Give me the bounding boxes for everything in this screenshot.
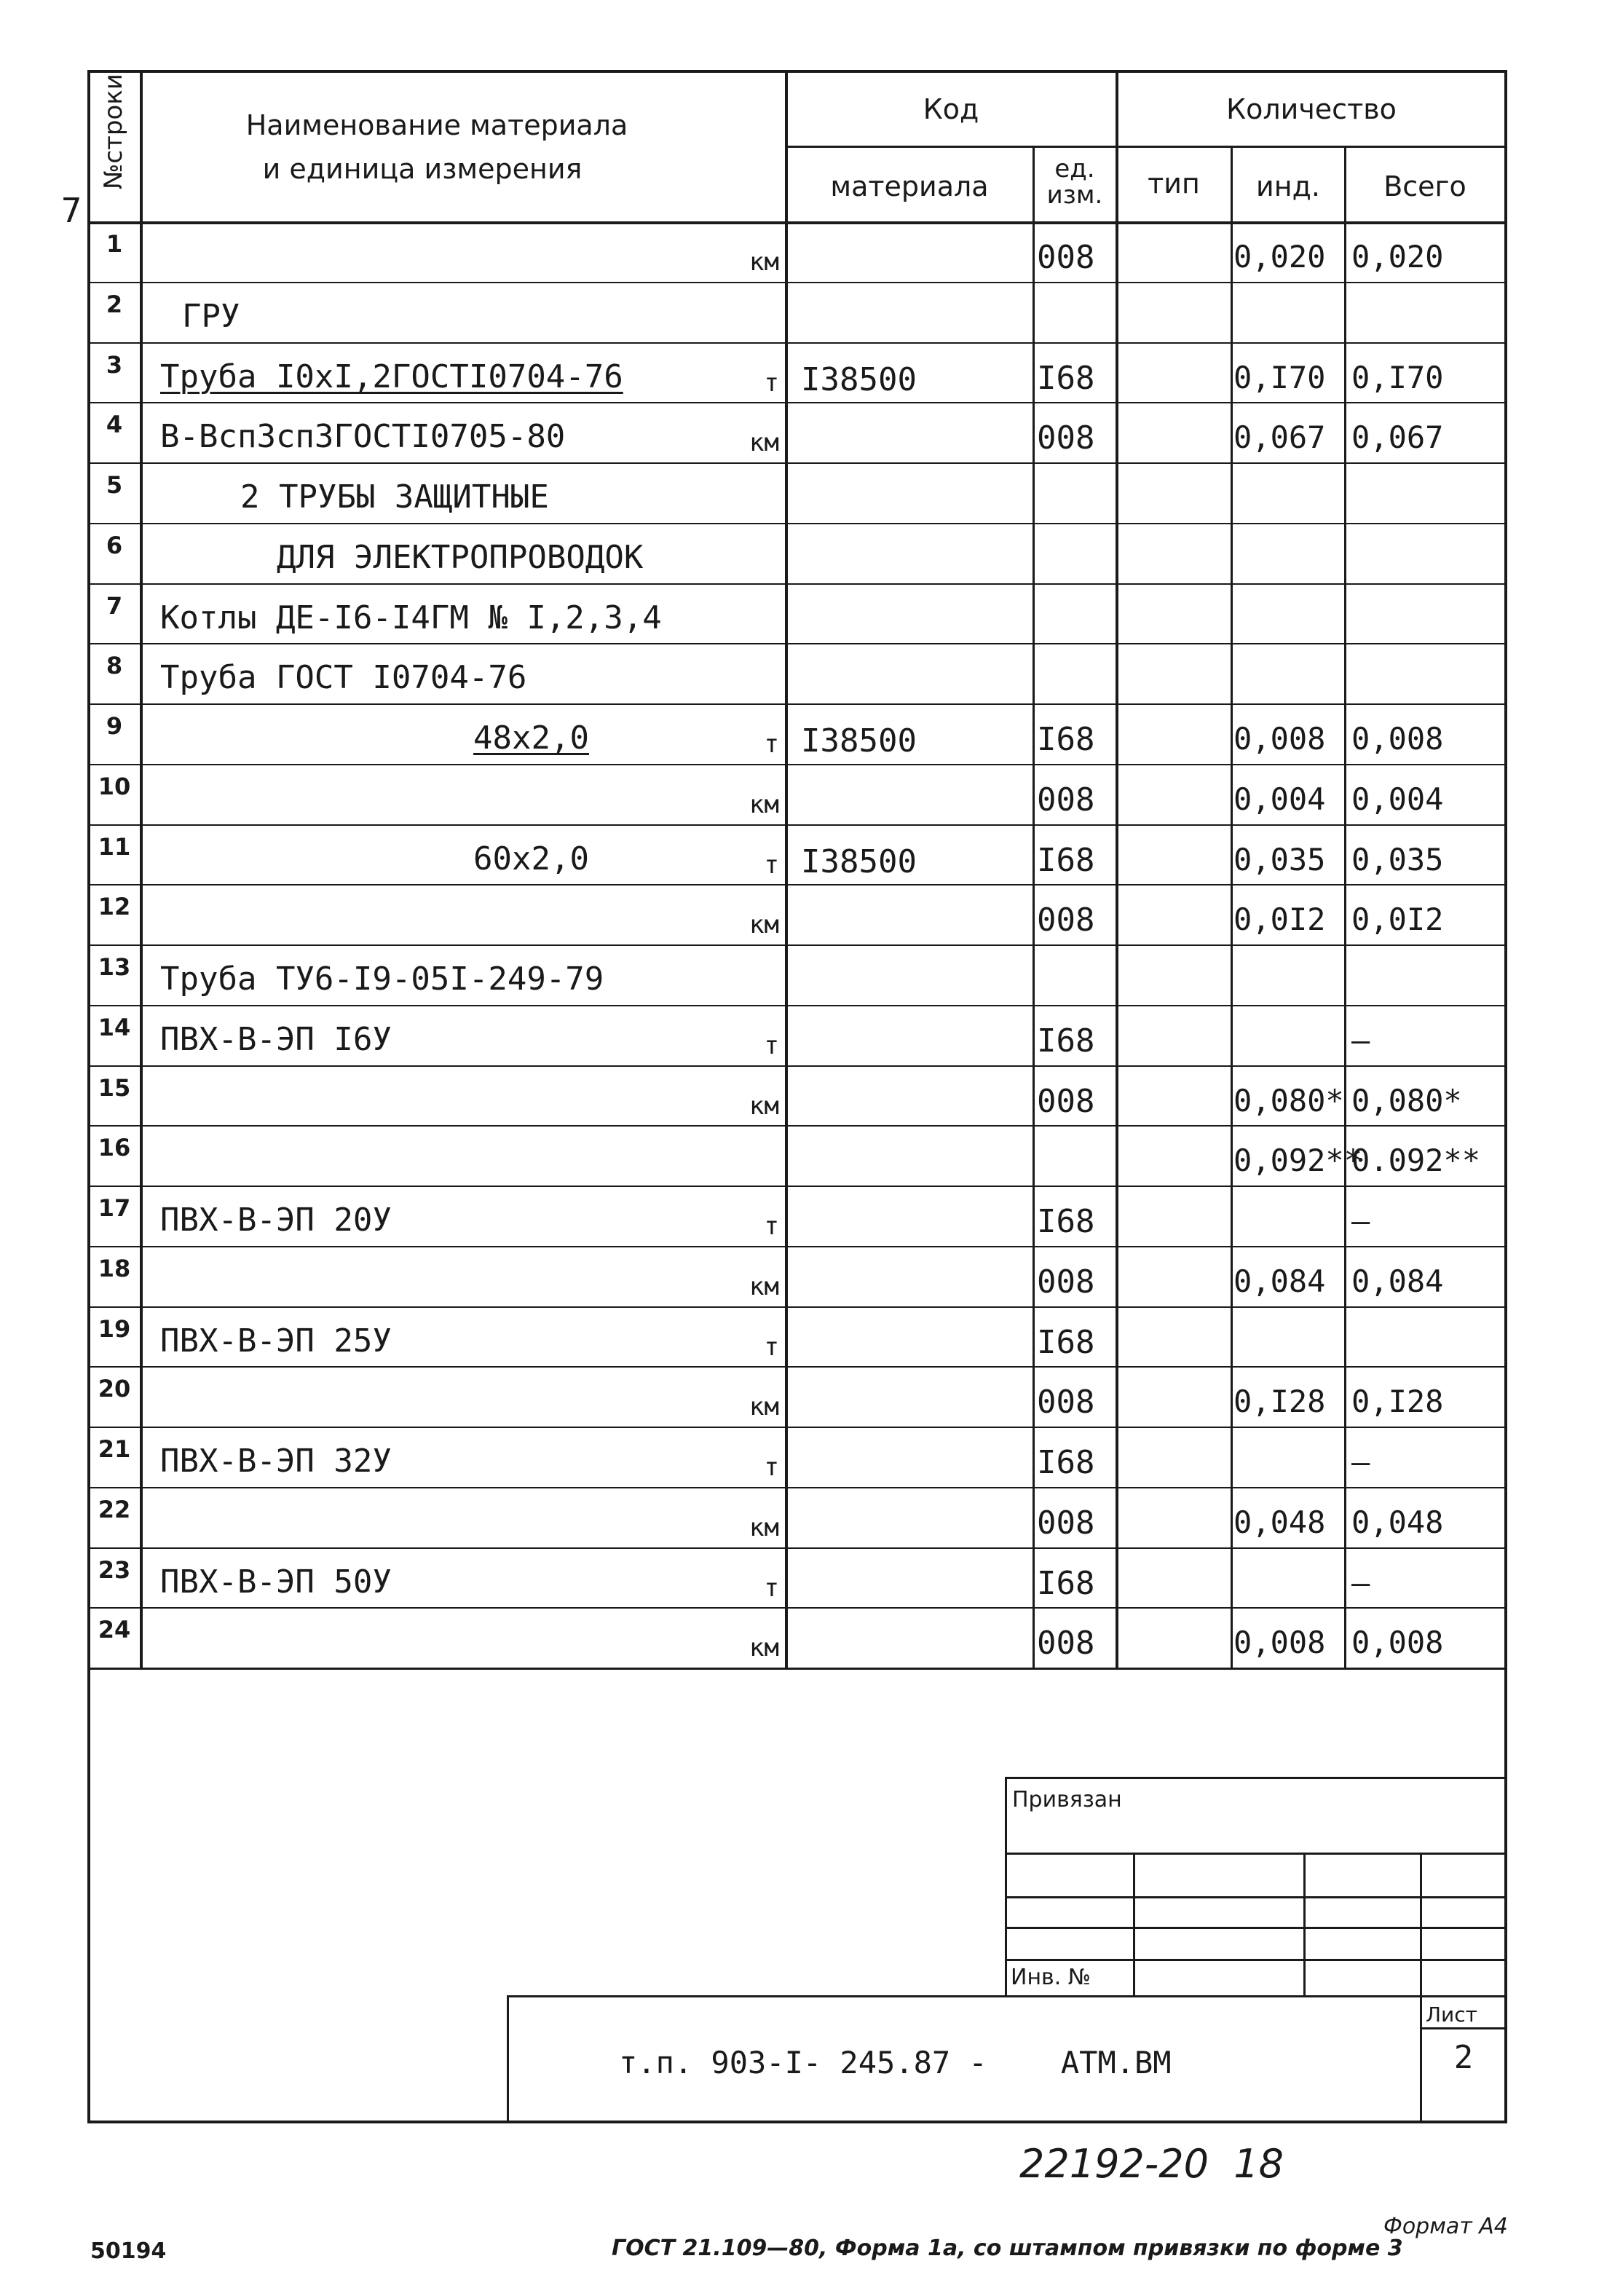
- row-name: 60х2,0: [473, 840, 589, 877]
- row-material-code: I38500: [801, 722, 917, 760]
- row-line: [87, 1547, 1507, 1549]
- row-line: [87, 583, 1507, 585]
- col-line-rowno: [140, 70, 143, 1669]
- row-line: [87, 884, 1507, 885]
- row-line: [87, 282, 1507, 283]
- col-line-name: [785, 70, 788, 1669]
- sheet-label: Лист: [1426, 2003, 1477, 2027]
- row-qty-ind: 0,008: [1233, 721, 1326, 757]
- stamp-box-left: [1005, 1777, 1007, 1995]
- row-unit: км: [749, 1392, 779, 1421]
- row-unit: км: [749, 910, 779, 939]
- row-number: 22: [98, 1496, 131, 1523]
- row-unit: т: [764, 1453, 779, 1482]
- row-number: 2: [106, 291, 123, 318]
- row-unit: т: [764, 368, 779, 398]
- row-line: [87, 1186, 1507, 1187]
- header-code: Код: [923, 93, 979, 125]
- header-code-material: материала: [830, 170, 989, 202]
- row-name: Котлы ДЕ-I6-I4ГМ № I,2,3,4: [160, 599, 662, 636]
- row-qty-ind: 0,020: [1233, 239, 1326, 275]
- row-number: 16: [98, 1134, 131, 1161]
- row-qty-total: –: [1351, 1203, 1370, 1239]
- row-unit-code: 008: [1037, 902, 1095, 939]
- row-qty-total: –: [1351, 1022, 1370, 1058]
- title-block-top: [507, 1995, 1506, 1997]
- row-line: [87, 1246, 1507, 1247]
- row-material-code: I38500: [801, 843, 917, 880]
- stamp-box-top: [1005, 1777, 1506, 1779]
- row-qty-ind: 0,008: [1233, 1625, 1326, 1660]
- row-line: [87, 764, 1507, 765]
- row-number: 4: [106, 411, 123, 438]
- row-line: [87, 342, 1507, 344]
- row-unit-code: 008: [1037, 1504, 1095, 1542]
- row-unit: км: [749, 1092, 779, 1121]
- row-line: [87, 402, 1507, 403]
- margin-mark: 7: [60, 191, 82, 230]
- row-name: ПВХ-В-ЭП 25У: [160, 1322, 392, 1360]
- row-name: ПВХ-В-ЭП 20У: [160, 1202, 392, 1239]
- table-bottom-line: [87, 1668, 1507, 1670]
- row-qty-total: 0,0I2: [1351, 902, 1444, 937]
- row-name: ПВХ-В-ЭП 32У: [160, 1443, 392, 1480]
- row-qty-total: –: [1351, 1565, 1370, 1601]
- row-line: [87, 1607, 1507, 1609]
- row-unit-code: I68: [1037, 1444, 1095, 1481]
- row-unit: т: [764, 1333, 779, 1362]
- stamp-grid-v3: [1420, 1853, 1422, 1995]
- header-qty-total: Всего: [1383, 170, 1466, 202]
- row-qty-total: 0,084: [1351, 1263, 1444, 1299]
- row-number: 13: [98, 953, 131, 981]
- row-qty-total: 0,I28: [1351, 1384, 1444, 1419]
- row-qty-total: 0,020: [1351, 239, 1444, 275]
- row-line: [87, 1005, 1507, 1006]
- document-designation: т.п. 903-I- 245.87 - АТМ.ВМ: [619, 2045, 1172, 2080]
- row-line: [87, 1427, 1507, 1428]
- stamp-grid-h4: [1005, 1959, 1506, 1961]
- stamp-grid-v1: [1133, 1853, 1135, 1995]
- row-number: 9: [106, 712, 123, 740]
- col-line-mat: [1033, 146, 1035, 1669]
- row-number: 3: [106, 351, 123, 379]
- title-block-sheet-label-line: [1420, 2027, 1506, 2029]
- header-code-unit: ед. изм.: [1046, 154, 1103, 210]
- row-line: [87, 523, 1507, 524]
- row-qty-ind: 0,048: [1233, 1504, 1326, 1540]
- footer-right: ГОСТ 21.109—80, Форма 1а, со штампом привязки по форме 3: [612, 2236, 1403, 2261]
- row-unit: км: [749, 428, 779, 457]
- row-line: [87, 944, 1507, 946]
- row-line: [87, 643, 1507, 644]
- row-qty-total: 0,067: [1351, 419, 1444, 455]
- footer-format: Формат А4: [1383, 2214, 1508, 2239]
- title-block-left: [507, 1995, 509, 2122]
- row-line: [87, 1366, 1507, 1368]
- row-qty-total: 0,048: [1351, 1504, 1444, 1540]
- row-qty-ind: 0,004: [1233, 781, 1326, 817]
- stamp-grid-v2: [1303, 1853, 1306, 1995]
- row-number: 7: [106, 592, 123, 620]
- col-line-ind: [1344, 146, 1346, 1669]
- row-unit-code: I68: [1037, 360, 1095, 397]
- header-row-no: №строки: [99, 74, 128, 189]
- row-name: Труба ТУ6-I9-05I-249-79: [160, 960, 604, 998]
- row-number: 14: [98, 1014, 131, 1041]
- row-number: 15: [98, 1074, 131, 1102]
- row-unit-code: 008: [1037, 239, 1095, 276]
- stamp-grid-h3: [1005, 1927, 1506, 1929]
- row-qty-total: 0,080*: [1351, 1083, 1462, 1119]
- row-unit: т: [764, 851, 779, 880]
- stamp-privyazan: Привязан: [1012, 1787, 1122, 1812]
- row-number: 17: [98, 1194, 131, 1222]
- row-qty-total: 0,035: [1351, 842, 1444, 877]
- row-unit-code: I68: [1037, 1324, 1095, 1361]
- handwritten-number: 22192-20 18: [1019, 2141, 1284, 2187]
- row-line: [87, 1487, 1507, 1488]
- sheet-number: 2: [1453, 2039, 1474, 2076]
- row-unit: км: [749, 1272, 779, 1301]
- row-qty-total: 0,I70: [1351, 360, 1444, 395]
- row-number: 18: [98, 1255, 131, 1282]
- col-line-ed: [1116, 70, 1118, 1669]
- header-qty-type: тип: [1148, 167, 1200, 200]
- row-number: 11: [98, 833, 131, 861]
- row-qty-ind: 0,084: [1233, 1263, 1326, 1299]
- row-number: 19: [98, 1315, 131, 1343]
- row-name: 48х2,0: [473, 719, 589, 757]
- row-qty-ind: 0,080*: [1233, 1083, 1344, 1119]
- row-unit: км: [749, 1513, 779, 1542]
- header-sub-line: [785, 146, 1506, 148]
- row-unit-code: I68: [1037, 842, 1095, 879]
- row-line: [87, 1306, 1507, 1308]
- row-name: 2 ТРУБЫ ЗАЩИТНЫЕ: [240, 478, 549, 516]
- row-name: В-Всп3сп3ГОСТI0705-80: [160, 418, 566, 455]
- row-qty-ind: 0,I70: [1233, 360, 1326, 395]
- row-number: 8: [106, 652, 123, 679]
- row-qty-ind: 0,0I2: [1233, 902, 1326, 937]
- row-unit-code: 008: [1037, 1625, 1095, 1662]
- row-unit-code: 008: [1037, 1384, 1095, 1421]
- row-unit: т: [764, 1031, 779, 1060]
- row-number: 24: [98, 1616, 131, 1644]
- header-name-line1: Наименование материала: [245, 109, 628, 141]
- row-unit-code: 008: [1037, 781, 1095, 818]
- row-line: [87, 1125, 1507, 1127]
- row-qty-total: 0,008: [1351, 721, 1444, 757]
- row-number: 23: [98, 1556, 131, 1584]
- row-unit: км: [749, 1633, 779, 1662]
- row-unit-code: I68: [1037, 721, 1095, 758]
- row-qty-ind: 0,067: [1233, 419, 1326, 455]
- header-name-line2: и единица измерения: [262, 153, 583, 185]
- footer-left: 50194: [90, 2238, 167, 2264]
- row-number: 21: [98, 1435, 131, 1463]
- row-number: 6: [106, 532, 123, 559]
- row-qty-ind: 0,I28: [1233, 1384, 1326, 1419]
- row-unit: т: [764, 730, 779, 759]
- row-unit: т: [764, 1574, 779, 1603]
- frame-right: [1504, 70, 1507, 2123]
- stamp-grid-h1: [1005, 1853, 1506, 1855]
- row-qty-total: 0,008: [1351, 1625, 1444, 1660]
- row-unit-code: I68: [1037, 1565, 1095, 1602]
- row-unit-code: 008: [1037, 1263, 1095, 1301]
- row-name: ДЛЯ ЭЛЕКТРОПРОВОДОК: [277, 539, 644, 576]
- row-unit-code: 008: [1037, 419, 1095, 457]
- row-unit: км: [749, 248, 779, 277]
- row-unit-code: I68: [1037, 1022, 1095, 1060]
- row-name: Труба ГОСТ I0704-76: [160, 659, 527, 696]
- row-number: 10: [98, 773, 131, 800]
- stamp-grid-h2: [1005, 1896, 1506, 1898]
- row-number: 20: [98, 1375, 131, 1403]
- frame-top: [87, 70, 1507, 73]
- row-name: Труба I0xI,2ГОСТI0704-76: [160, 358, 623, 395]
- row-qty-total: 0,004: [1351, 781, 1444, 817]
- row-unit: т: [764, 1212, 779, 1241]
- row-name: ПВХ-В-ЭП I6У: [160, 1021, 392, 1058]
- header-qty-ind: инд.: [1256, 170, 1320, 202]
- row-qty-ind: 0,092**: [1233, 1143, 1363, 1178]
- row-number: 1: [106, 230, 123, 258]
- row-line: [87, 824, 1507, 826]
- row-unit: км: [749, 790, 779, 819]
- row-line: [87, 462, 1507, 464]
- row-name: ПВХ-В-ЭП 50У: [160, 1563, 392, 1601]
- row-line: [87, 1065, 1507, 1067]
- frame-bottom: [87, 2121, 1507, 2123]
- row-number: 5: [106, 471, 123, 499]
- row-line: [87, 703, 1507, 705]
- stamp-inv-no: Инв. №: [1011, 1965, 1091, 1990]
- row-qty-total: –: [1351, 1444, 1370, 1480]
- header-quantity: Количество: [1226, 93, 1397, 125]
- col-line-type: [1231, 146, 1233, 1669]
- row-qty-ind: 0,035: [1233, 842, 1326, 877]
- row-unit-code: 008: [1037, 1083, 1095, 1120]
- row-unit-code: I68: [1037, 1203, 1095, 1240]
- row-qty-total: 0.092**: [1351, 1143, 1481, 1178]
- row-name: ГРУ: [182, 298, 240, 335]
- row-material-code: I38500: [801, 361, 917, 398]
- row-number: 12: [98, 893, 131, 920]
- header-bottom-line: [87, 221, 1507, 224]
